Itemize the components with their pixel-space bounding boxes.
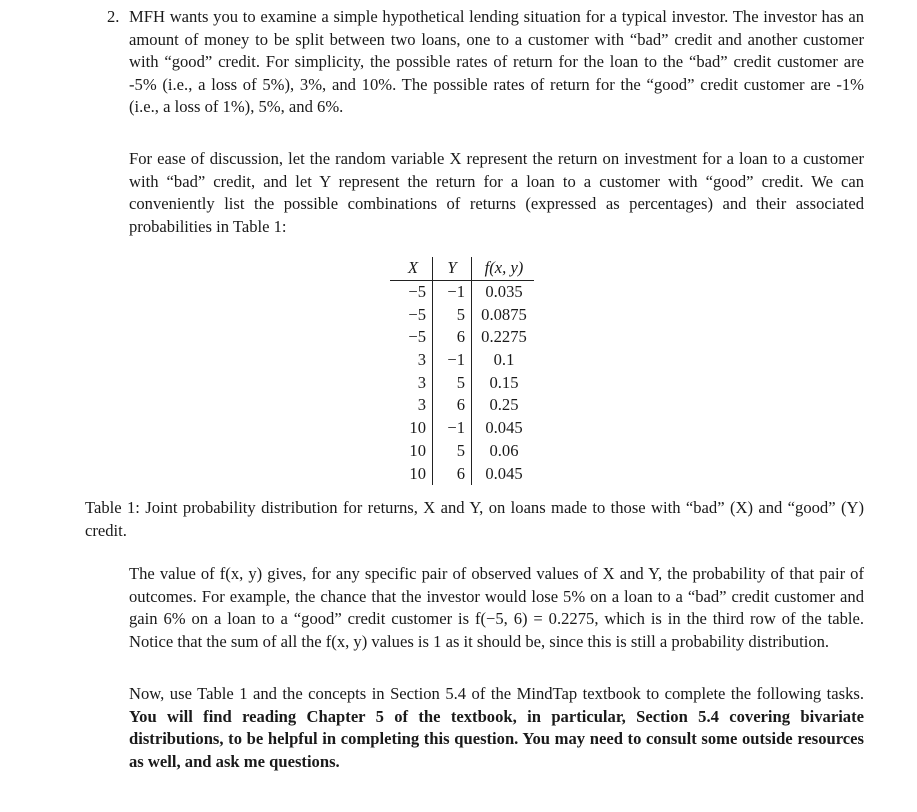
table-row bbox=[390, 280, 534, 303]
joint-probability-table bbox=[390, 257, 534, 485]
cell-x: −5 bbox=[390, 280, 433, 303]
cell-x: −5 bbox=[390, 303, 433, 326]
table-row bbox=[390, 462, 534, 485]
item-number: 2. bbox=[107, 7, 120, 26]
cell-y: −1 bbox=[433, 280, 472, 303]
cell-fxy: 0.15 bbox=[489, 372, 519, 392]
cell-fxy: 0.1 bbox=[493, 350, 515, 370]
header-x: X bbox=[390, 257, 433, 280]
cell-x: 3 bbox=[390, 371, 433, 394]
table-row bbox=[390, 394, 534, 417]
table-row bbox=[390, 326, 534, 349]
cell-x: −5 bbox=[390, 326, 433, 349]
cell-y: −1 bbox=[433, 417, 472, 440]
cell-y: −1 bbox=[433, 349, 472, 372]
table-row bbox=[390, 349, 534, 372]
table-row bbox=[390, 371, 534, 394]
instructions-bold: You will find reading Chapter 5 of the textbook, in particular, Section 5.4 covering bivariate distributions, to be helpful in completing this question. You may need to consult some outside resources as well, and ask me questions. bbox=[129, 706, 864, 771]
cell-x: 3 bbox=[390, 349, 433, 372]
table-header-row bbox=[390, 257, 534, 280]
cell-x: 10 bbox=[390, 440, 433, 463]
cell-y: 6 bbox=[433, 462, 472, 485]
cell-fxy: 0.06 bbox=[489, 440, 519, 460]
instructions-paragraph bbox=[129, 683, 864, 773]
definition-paragraph: For ease of discussion, let the random variable X represent the return on investment for a loan to a customer with “bad” credit, and let Y represent the return for a loan to a customer with “good” credit. We can conveniently list the possible combinations of returns (expressed as percentages) and their associated probabilities in Table 1: bbox=[129, 149, 864, 236]
cell-y: 6 bbox=[433, 326, 472, 349]
table-row bbox=[390, 417, 534, 440]
header-fxy: f(x, y) bbox=[472, 257, 535, 280]
cell-fxy: 0.2275 bbox=[481, 327, 527, 347]
cell-fxy: 0.25 bbox=[489, 395, 519, 415]
header-y: Y bbox=[433, 257, 472, 280]
cell-y: 6 bbox=[433, 394, 472, 417]
cell-fxy: 0.0875 bbox=[481, 304, 527, 324]
cell-fxy: 0.045 bbox=[485, 463, 523, 483]
cell-y: 5 bbox=[433, 303, 472, 326]
table-row bbox=[390, 440, 534, 463]
cell-x: 10 bbox=[390, 462, 433, 485]
explanation-paragraph: The value of f(x, y) gives, for any specific pair of observed values of X and Y, the probability of that pair of outcomes. For example, the chance that the investor would lose 5% on a loan to a “bad” credit customer and gain 6% on a loan to a “good” credit customer is f(−5, 6) = 0.2275, which is in the third row of the table. Notice that the sum of all the f(x, y) values is 1 as it should be, since this is still a probability distribution. bbox=[129, 564, 864, 651]
cell-fxy: 0.035 bbox=[485, 282, 523, 302]
cell-x: 10 bbox=[390, 417, 433, 440]
table-caption: Table 1: Joint probability distribution for returns, X and Y, on loans made to those with “bad” (X) and “good” (Y) credit. bbox=[85, 498, 864, 540]
cell-y: 5 bbox=[433, 371, 472, 394]
cell-y: 5 bbox=[433, 440, 472, 463]
table-row bbox=[390, 303, 534, 326]
intro-paragraph: MFH wants you to examine a simple hypothetical lending situation for a typical investor. The investor has an amount of money to be split between two loans, one to a customer with “bad” credit and another customer with “good” credit. For simplicity, the possible rates of return for the loan to the “bad” credit customer are -5% (i.e., a loss of 5%), 3%, and 10%. The possible rates of return for the “good” credit customer are -1% (i.e., a loss of 1%), 5%, and 6%. bbox=[129, 7, 864, 117]
instructions-plain: Now, use Table 1 and the concepts in Section 5.4 of the MindTap textbook to complete the following tasks. bbox=[129, 684, 864, 703]
cell-x: 3 bbox=[390, 394, 433, 417]
cell-fxy: 0.045 bbox=[485, 418, 523, 438]
